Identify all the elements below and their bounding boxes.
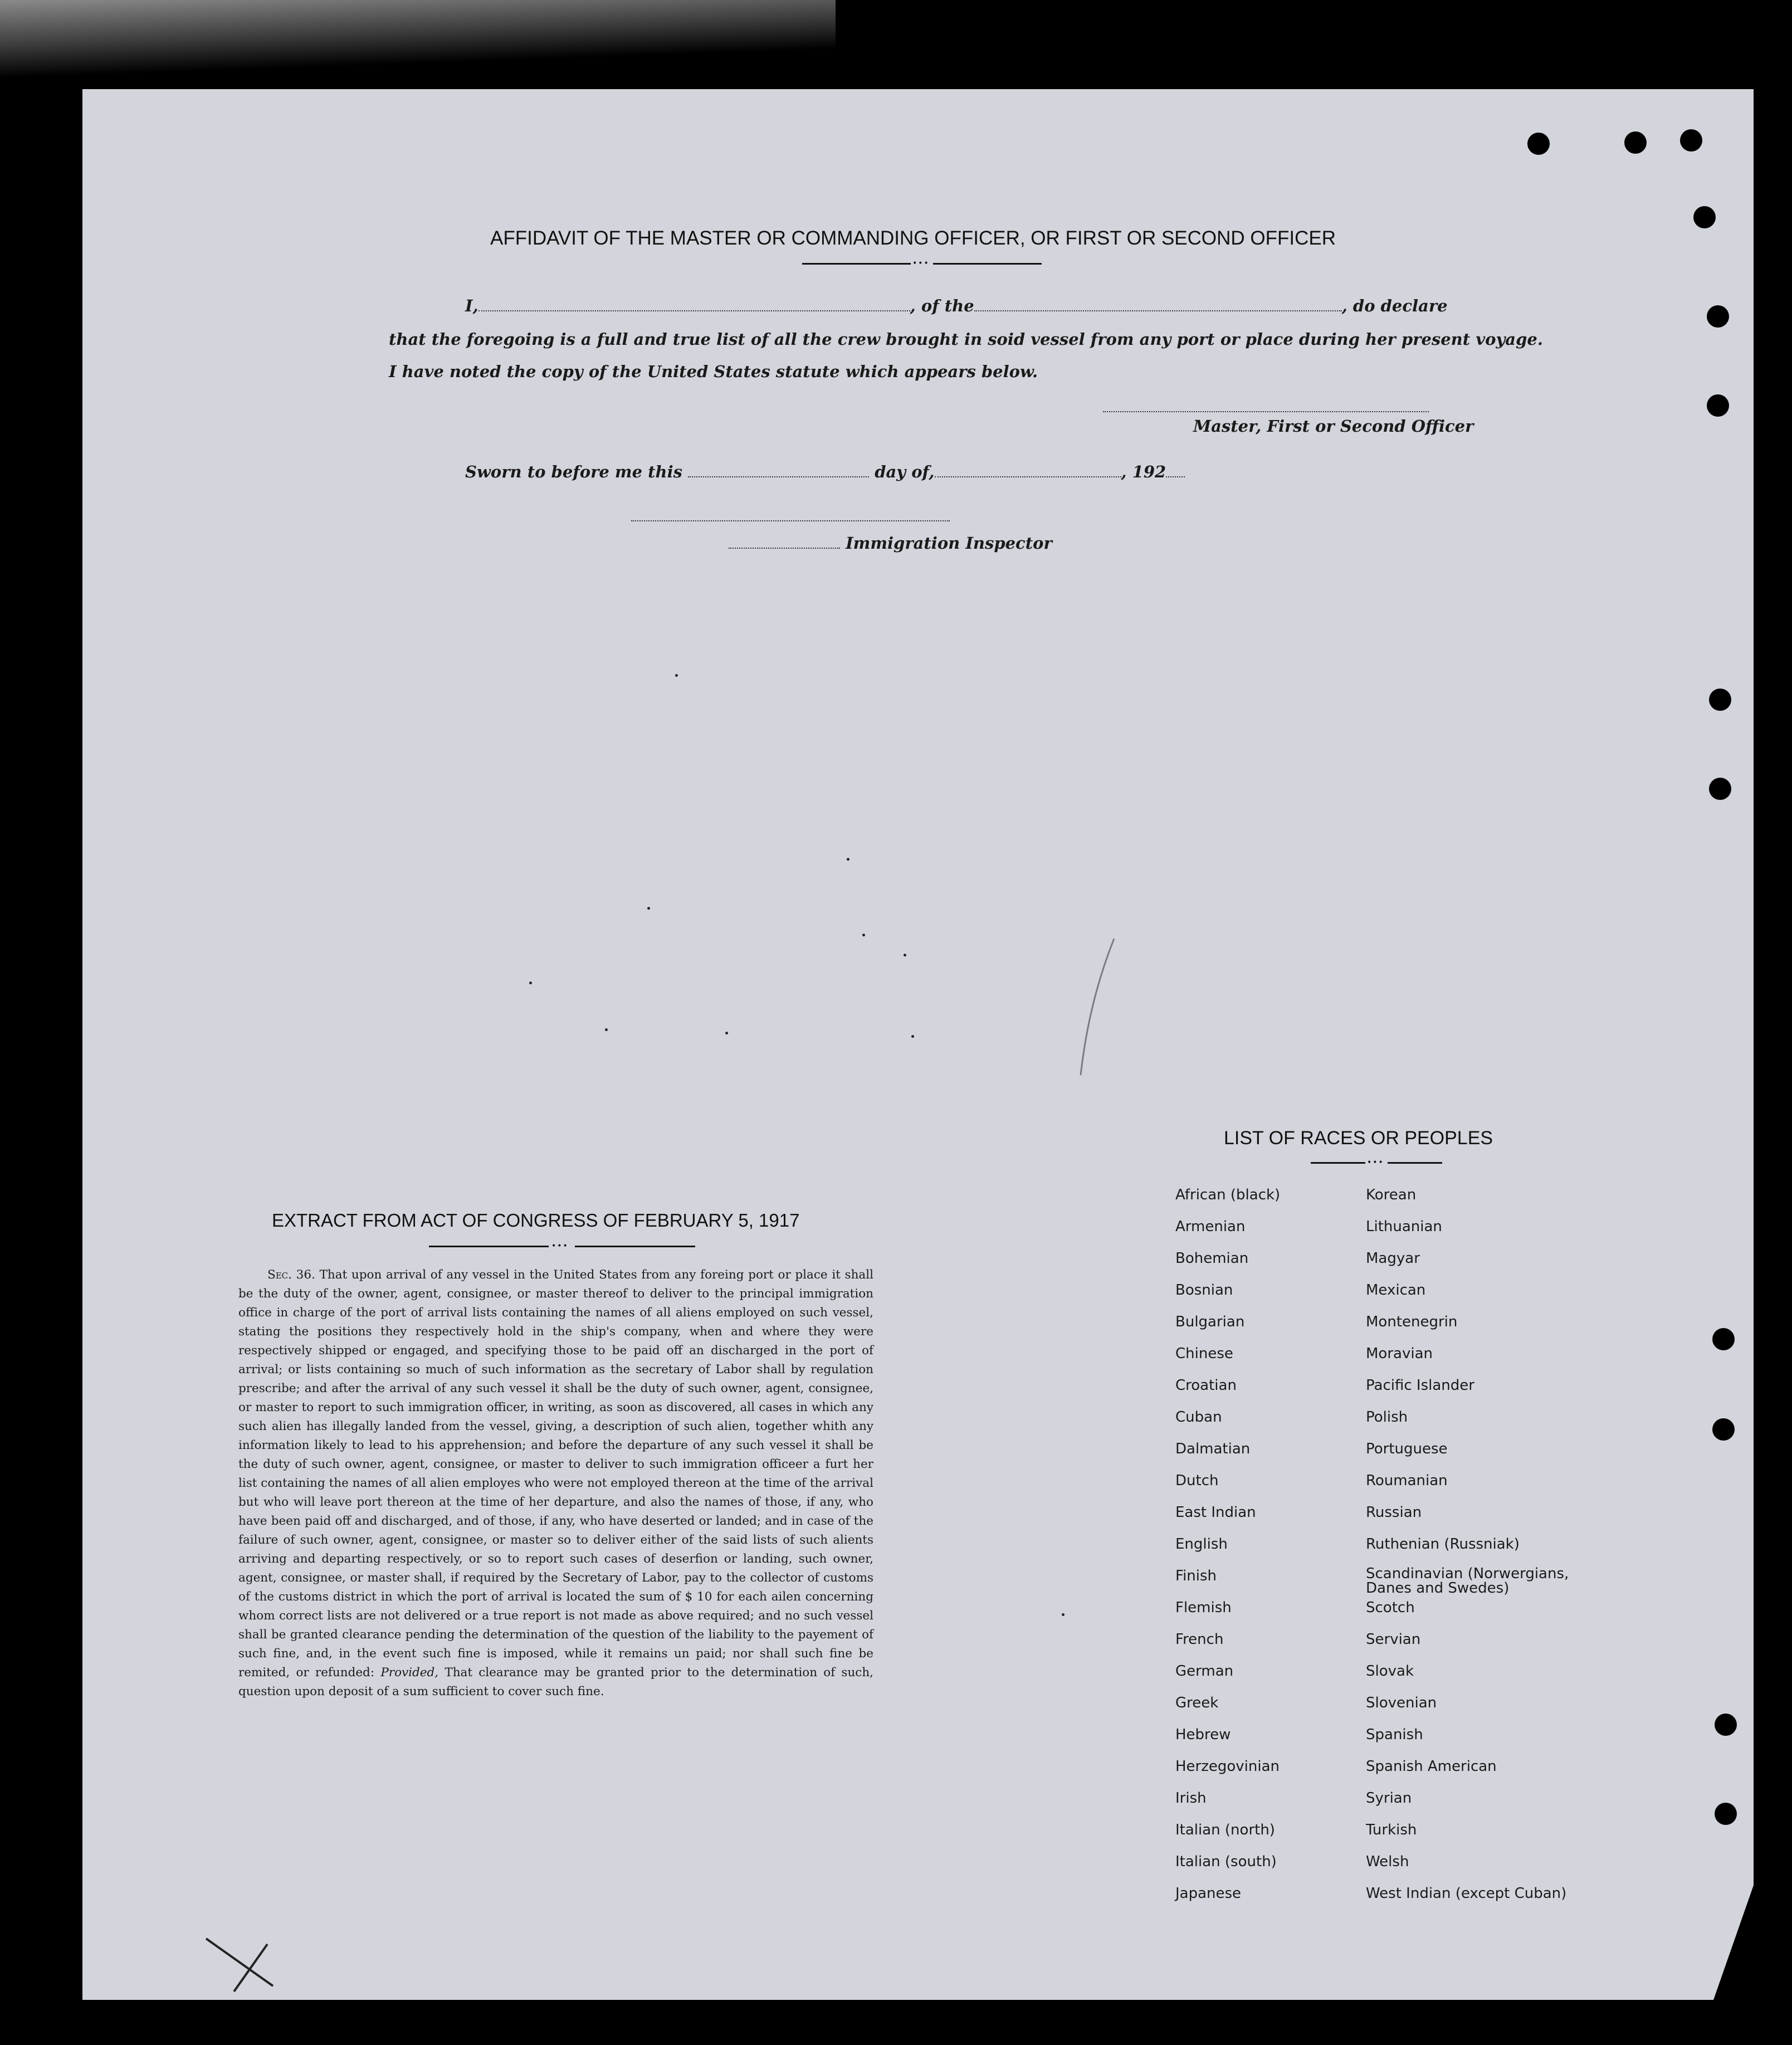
- race-item: Dutch: [1175, 1472, 1219, 1489]
- inspector-signature-label: Immigration Inspector: [846, 534, 1052, 553]
- punch-hole: [1527, 133, 1550, 155]
- sworn-month-blank: [935, 476, 1121, 477]
- race-item: West Indian (except Cuban): [1366, 1885, 1567, 1902]
- race-item: Syrian: [1366, 1790, 1412, 1807]
- race-item: Italian (north): [1175, 1822, 1275, 1838]
- race-item: Mexican: [1366, 1282, 1426, 1299]
- declaration-declare-label: , do declare: [1341, 296, 1448, 315]
- declaration-line-3: I have noted the copy of the United States statute which appears below.: [389, 362, 1038, 381]
- race-item: Roumanian: [1366, 1472, 1448, 1489]
- extract-ornament: •••: [429, 1243, 695, 1249]
- name-blank-line: [478, 310, 910, 311]
- race-item: Herzegovinian: [1175, 1758, 1280, 1775]
- sworn-prefix: Sworn to before me this: [465, 462, 682, 481]
- race-item: Italian (south): [1175, 1853, 1277, 1870]
- scan-speck: [675, 674, 678, 677]
- race-item: Ruthenian (Russniak): [1366, 1536, 1520, 1553]
- race-item: Russian: [1366, 1504, 1422, 1521]
- race-item: African (black): [1175, 1187, 1281, 1203]
- race-item: Korean: [1366, 1187, 1417, 1203]
- punch-hole: [1707, 305, 1729, 328]
- declaration-line-1: [465, 296, 1448, 315]
- scan-speck: [605, 1028, 608, 1031]
- race-item: Magyar: [1366, 1250, 1420, 1267]
- scan-speck: [904, 954, 906, 956]
- race-item: Lithuanian: [1366, 1218, 1442, 1235]
- race-item: English: [1175, 1536, 1228, 1553]
- race-item: Bosnian: [1175, 1282, 1233, 1299]
- race-item: Armenian: [1175, 1218, 1246, 1235]
- race-item: Polish: [1366, 1409, 1408, 1426]
- races-title: LIST OF RACES OR PEOPLES: [1224, 1128, 1493, 1149]
- inspector-signature-row: [729, 534, 1052, 553]
- punch-hole: [1712, 1418, 1735, 1441]
- scan-speck: [911, 1035, 914, 1038]
- extract-text-tail: That clearance may be granted prior to the determination of such, question upon deposit of a sum sufficient to cover such fine.: [238, 1666, 874, 1699]
- race-item: Scandinavian (Norwergians, Danes and Swedes): [1366, 1565, 1569, 1597]
- race-item: Flemish: [1175, 1599, 1232, 1616]
- race-item: Pacific Islander: [1366, 1377, 1474, 1394]
- declaration-of-the-label: , of the: [910, 296, 974, 315]
- race-item: Hebrew: [1175, 1726, 1231, 1743]
- race-item: French: [1175, 1631, 1224, 1648]
- race-item: Servian: [1366, 1631, 1421, 1648]
- race-item: Welsh: [1366, 1853, 1409, 1870]
- master-signature-label: Master, First or Second Officer: [1193, 417, 1474, 436]
- punch-hole: [1715, 1803, 1737, 1825]
- scan-speck: [862, 934, 865, 936]
- punch-hole: [1712, 1328, 1735, 1350]
- punch-hole: [1624, 131, 1647, 154]
- race-item: East Indian: [1175, 1504, 1256, 1521]
- scanner-edge: [0, 0, 836, 78]
- race-item: Irish: [1175, 1790, 1207, 1807]
- punch-hole: [1715, 1714, 1737, 1736]
- section-label: Sec. 36.: [267, 1268, 315, 1282]
- race-item: Spanish American: [1366, 1758, 1497, 1775]
- punch-hole: [1709, 689, 1731, 711]
- race-item: Turkish: [1366, 1822, 1417, 1838]
- race-item: Spanish: [1366, 1726, 1423, 1743]
- pencil-stroke: [1075, 936, 1120, 1081]
- race-item: Bohemian: [1175, 1250, 1249, 1267]
- declaration-line-2: that the foregoing is a full and true list of all the crew brought in soid vessel from any port or place during her present voyage.: [389, 330, 1543, 349]
- punch-hole: [1709, 778, 1731, 800]
- punch-hole: [1680, 129, 1702, 152]
- affidavit-ornament: •••: [802, 261, 1042, 266]
- sworn-year-blank: [1166, 476, 1185, 477]
- inspector-signature-line: [631, 520, 950, 521]
- scan-speck: [847, 858, 849, 861]
- x-mark: [201, 1933, 279, 1994]
- race-item: Cuban: [1175, 1409, 1222, 1426]
- declaration-i-label: I,: [465, 296, 478, 315]
- race-item: Finish: [1175, 1568, 1217, 1584]
- provided-word: Provided,: [380, 1666, 439, 1680]
- scan-speck: [1062, 1613, 1065, 1616]
- scan-speck: [725, 1032, 728, 1034]
- race-item: Dalmatian: [1175, 1441, 1251, 1457]
- races-left-column: [1175, 1185, 1280, 1916]
- sworn-line: [465, 462, 1185, 481]
- master-signature-line: [1103, 411, 1429, 412]
- races-ornament: •••: [1311, 1160, 1442, 1165]
- race-item: Croatian: [1175, 1377, 1237, 1394]
- extract-text-main: That upon arrival of any vessel in the United States from any foreing port or place it shall be the duty of the owner, agent, consignee, or master thereof to deliver to the principal immigration office in charge of the port of arrival lists containing the names of all aliens employed on such vessel, stating the positions they respectively hold in the ship's company, when and where they were respectively shipped or engaged, and specifying those to be paid off an discharged in the port of arrival; or lists containing so much of such information as the secretary of Labor shall by regulation prescribe; and after the arrival of any such vessel it shall be the duty of such owner, agent, consignee, or master to report to such immigration officer, in writing, as soon as discovered, all cases in which any such alien has illegally landed from the vessel, giving, a description of such alien, together whith any information likely to lead to his apprehension; and before the departure of any such vessel it shall be the duty of such owner, agent, consignee, or master to deliver to such immigration officeer a furt her list containing the names of all alien employes who were not employed thereon at the time of the arrival but who will leave port thereon at the time of her departure, and also the names of those, if any, who have been paid off and discharged, and of those, if any, who have deserted or landed; and in case of the failure of such owner, agent, consignee, or master so to deliver either of the said lists of such alients arriving and departing respectively, or so to report such cases of deserfion or landing, such owner, agent, consignee, or master shall, if required by the Secretary of Labor, pay to the collector of customs of the customs district in which the port of arrival is located the sum of $ 10 for each ailen concerning whom correct lists are not delivered or a true report is not made as above required; and no such vessel shall be granted clearance pending the determination of the question of the liability to the payement of such fine, and, in the event such fine is imposed, while it remains un paid; nor shall such fine be remited, or refunded:: [238, 1268, 873, 1680]
- race-item: Moravian: [1366, 1345, 1433, 1362]
- race-item: Scotch: [1366, 1599, 1415, 1616]
- punch-hole: [1693, 206, 1716, 228]
- sworn-day-of-label: day of,: [875, 462, 935, 481]
- race-item: Montenegrin: [1366, 1314, 1458, 1330]
- extract-paragraph: [238, 1266, 873, 1701]
- sworn-day-blank: [688, 476, 869, 477]
- races-right-column: [1366, 1185, 1583, 1916]
- race-item: Greek: [1175, 1695, 1219, 1711]
- scan-speck: [529, 982, 532, 984]
- race-item: German: [1175, 1663, 1234, 1680]
- affidavit-title: AFFIDAVIT OF THE MASTER OR COMMANDING OFFICER, OR FIRST OR SECOND OFFICER: [490, 227, 1336, 249]
- race-item: Chinese: [1175, 1345, 1233, 1362]
- race-item: Slovak: [1366, 1663, 1414, 1680]
- race-item: Bulgarian: [1175, 1314, 1245, 1330]
- sworn-year-label: , 192: [1121, 462, 1166, 481]
- race-item: Japanese: [1175, 1885, 1242, 1902]
- extract-title: EXTRACT FROM ACT OF CONGRESS OF FEBRUARY 5, 1917: [272, 1210, 800, 1231]
- vessel-blank-line: [974, 310, 1342, 311]
- scan-speck: [647, 907, 650, 910]
- race-item: Slovenian: [1366, 1695, 1437, 1711]
- race-item: Portuguese: [1366, 1441, 1448, 1457]
- inspector-blank: [729, 548, 840, 549]
- punch-hole: [1707, 394, 1729, 417]
